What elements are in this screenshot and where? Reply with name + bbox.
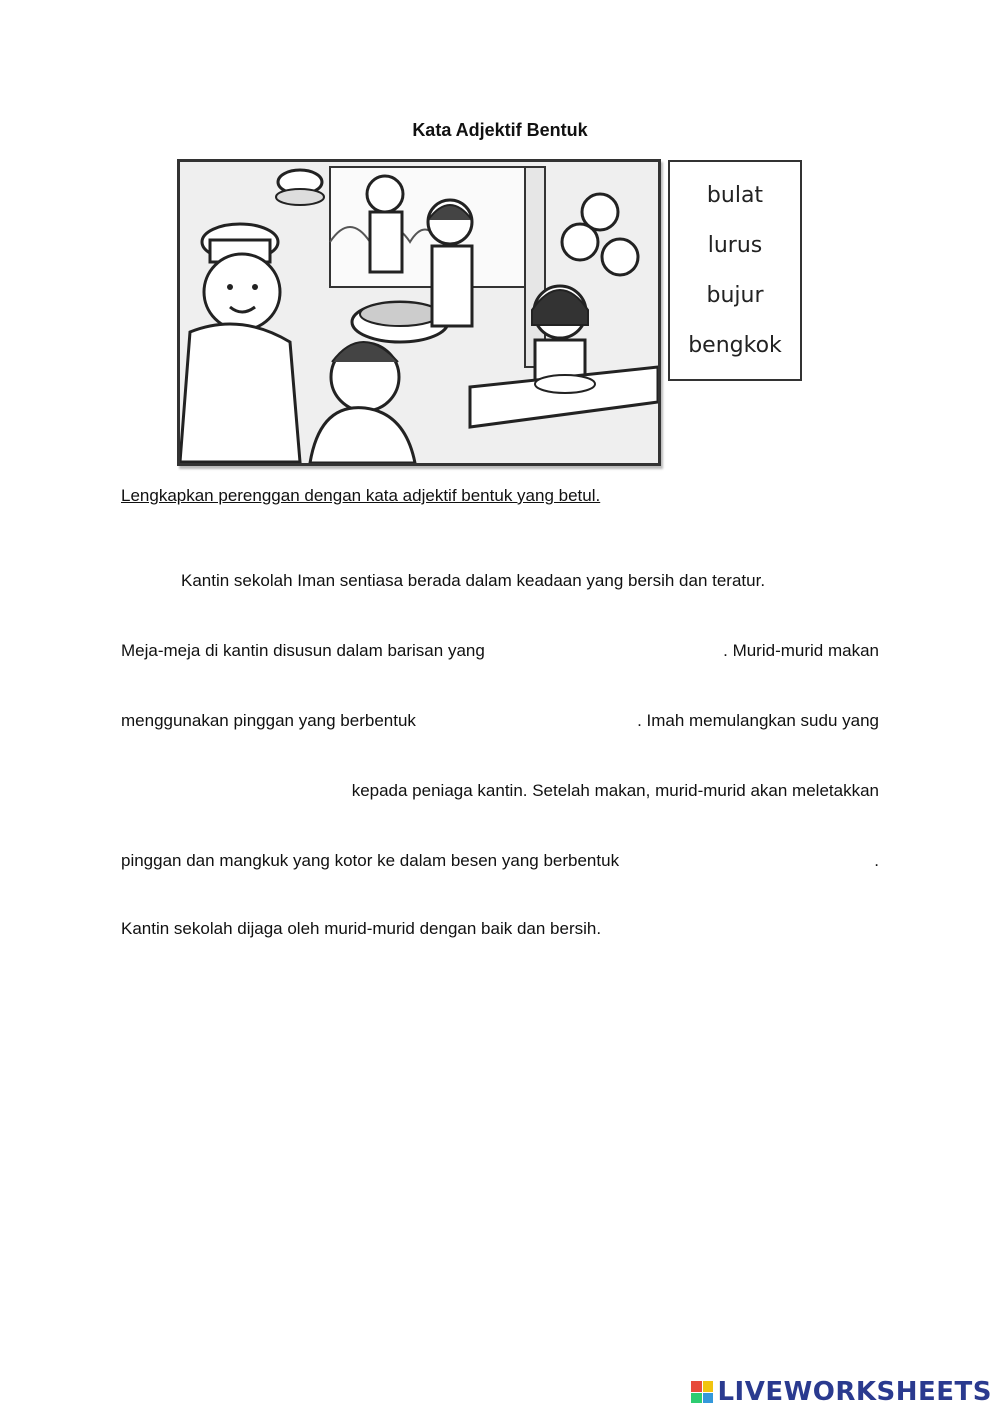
liveworksheets-logo <box>691 1377 992 1407</box>
canteen-illustration <box>177 159 661 466</box>
paragraph-line-6: Kantin sekolah dijaga oleh murid-murid dengan baik dan bersih. <box>121 919 602 938</box>
word-bank-item: bulat <box>706 182 764 208</box>
blank-input-4[interactable] <box>672 850 822 872</box>
blank-input-1[interactable] <box>536 640 672 662</box>
word-bank-item: bengkok <box>688 333 782 359</box>
paragraph-text: Meja-meja di kantin disusun dalam barisan yang <box>121 641 485 660</box>
paragraph-text: kepada peniaga kantin. Setelah makan, murid-murid akan meletakkan <box>351 781 879 800</box>
word-bank-item: bujur <box>706 283 764 309</box>
word-bank-item: lurus <box>707 232 763 258</box>
logo-icon <box>691 1381 713 1403</box>
paragraph-text: . <box>874 851 879 870</box>
paragraph-text: . Imah memulangkan sudu yang <box>637 711 879 730</box>
paragraph-line-4 <box>121 780 879 802</box>
brand-name: LIVEWORKSHEETS <box>717 1377 992 1407</box>
paragraph-text: pinggan dan mangkuk yang kotor ke dalam besen yang berbentuk <box>121 851 620 870</box>
canteen-drawing <box>180 162 658 463</box>
instruction-text: Lengkapkan perenggan dengan kata adjektif bentuk yang betul. <box>121 486 601 505</box>
blank-input-3[interactable] <box>121 780 251 802</box>
paragraph-line-1: Kantin sekolah Iman sentiasa berada dalam keadaan yang bersih dan teratur. <box>181 571 766 590</box>
page-title: Kata Adjektif Bentuk <box>412 120 588 140</box>
paragraph-text: menggunakan pinggan yang berbentuk <box>121 711 416 730</box>
paragraph-line-2 <box>121 640 879 662</box>
paragraph-line-3 <box>121 710 879 732</box>
paragraph-text: . Murid-murid makan <box>723 641 879 660</box>
paragraph-line-5 <box>121 850 879 872</box>
blank-input-2[interactable] <box>466 710 586 732</box>
word-bank <box>668 160 802 381</box>
